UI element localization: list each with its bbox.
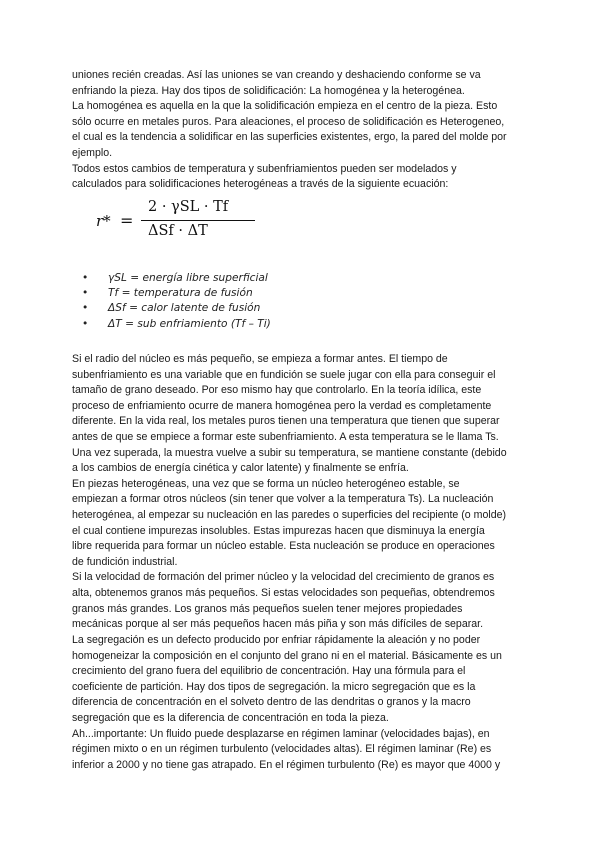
- text-line: Si la velocidad de formación del primer núcleo y la velocidad del crecimiento de granos es: [72, 571, 495, 584]
- text-line: Si el radio del núcleo es más pequeño, se empieza a formar antes. El tiempo de: [72, 353, 448, 365]
- equation-lhs: r*: [96, 212, 111, 230]
- text-line: coeficiente de partición. Hay dos tipos de segregación. la micro segregación que es la: [72, 680, 476, 693]
- text-line: proceso de enfriamiento ocurre de manera homogénea pero la verdad es completamente: [72, 399, 492, 412]
- list-item: [82, 301, 402, 316]
- list-item: [82, 271, 402, 286]
- text-line: Ah...importante: Un fluido puede desplazarse en régimen laminar (velocidades bajas), en: [72, 727, 490, 740]
- text-line: mecánicas porque al ser más pequeños hacen más piña y son más difíciles de separar.: [72, 618, 484, 631]
- text-line: uniones recién creadas. Así las uniones se van creando y deshaciendo conforme se va: [72, 69, 481, 81]
- text-line: homogeneizar la composición en el conjunto del grano ni en el material. Básicamente es un: [72, 649, 502, 662]
- text-line: sólo ocurre en metales puros. Para aleaciones, el proceso de solidificación es Heterogeneo,: [72, 115, 505, 128]
- equation-denominator: ΔSf · ΔT: [148, 223, 208, 239]
- text-line: a los cambios de energía cinética y calor latente) y finalmente se enfría.: [72, 462, 409, 475]
- text-line: segregación que es la diferencia de concentración en toda la pieza.: [72, 711, 389, 724]
- text-line: ejemplo.: [72, 146, 113, 159]
- text-line: de fundición industrial.: [72, 555, 178, 568]
- text-line: En piezas heterogéneas, una vez que se forma un núcleo heterogéneo estable, se: [72, 477, 460, 490]
- list-item-text: γSL = energía libre superficial: [108, 272, 268, 284]
- text-block-nucleation: [72, 352, 534, 633]
- text-line: antes de que se empiece a formar este subenfriamiento. A esta temperatura se le llama Ts.: [72, 430, 499, 443]
- variable-definitions-list: [82, 271, 402, 332]
- text-line: inferior a 2000 y no tiene gas atrapado. En el régimen turbulento (Re) es mayor que 4000 y: [72, 758, 501, 771]
- list-item-text: ΔT = sub enfriamiento (Tf – Ti): [108, 317, 271, 330]
- critical-radius-equation: [96, 197, 296, 247]
- text-line: diferente. En la vida real, los metales puros tienen una temperatura que tienen que superar: [72, 415, 500, 428]
- text-line: subenfriamiento es una variable que en fundición se suele jugar con ella para conseguir el: [72, 368, 496, 381]
- text-line: alta, obtenemos granos más pequeños. Si estas velocidades son pequeñas, obtendremos: [72, 586, 495, 599]
- text-line: La homogénea es aquella en la que la solidificación empieza en el centro de la pieza. Esto: [72, 100, 498, 113]
- list-item-text: Tf = temperatura de fusión: [108, 287, 253, 300]
- text-line: diferencia de concentración en el solveto dentro de las dendritas o granos y la macro: [72, 696, 471, 709]
- text-line: La segregación es un defecto producido por enfriar rápidamente la aleación y no poder: [72, 634, 481, 646]
- text-line: el cual contiene impurezas insolubles. Estas impurezas hacen que disminuya la energía: [72, 524, 485, 537]
- list-item: [82, 286, 402, 301]
- text-line: tamaño de grano deseado. Por eso mismo hay que controlarlo. En la teoría idílica, este: [72, 384, 482, 397]
- fraction-bar: [141, 220, 255, 221]
- equation-numerator: 2 · γSL · Tf: [148, 199, 229, 215]
- text-line: libre requerida para formar un núcleo estable. Esta nucleación se produce en operaciones: [72, 540, 495, 553]
- text-line: el cual es la tendencia a solidificar en las superficies existentes, ergo, la pared del molde por: [72, 131, 507, 144]
- text-block-segregation: [72, 633, 534, 773]
- bullet-icon: •: [82, 317, 89, 330]
- text-line: crecimiento del grano fuera del equilibrio de concentración. Hay una fórmula para el: [72, 665, 466, 678]
- bullet-icon: •: [82, 272, 89, 284]
- bullet-icon: •: [82, 287, 89, 300]
- list-item-text: ΔSf = calor latente de fusión: [108, 302, 261, 315]
- text-line: enfriando la pieza. Hay dos tipos de solidificación: La homogénea y la heterogénea.: [72, 84, 465, 97]
- text-line: Una vez superada, la muestra vuelve a subir su temperatura, se mantiene constante (debido: [72, 446, 507, 459]
- list-item: [82, 317, 402, 332]
- text-block-solidification: [72, 68, 534, 193]
- text-line: calculados para solidificaciones heterogéneas a través de la siguiente ecuación:: [72, 178, 449, 191]
- text-line: Todos estos cambios de temperatura y subenfriamientos pueden ser modelados y: [72, 162, 457, 175]
- text-line: granos más grandes. Los granos más pequeños suelen tener mejores propiedades: [72, 602, 463, 615]
- text-line: heterogénea, al empezar su nucleación en las paredes o superficies del recipiente (o molde): [72, 508, 507, 521]
- text-line: empiezan a formar otros núcleos (sin tener que volver a la temperatura Ts). La nucleación: [72, 493, 494, 506]
- equation-equals: =: [120, 211, 134, 230]
- bullet-icon: •: [82, 302, 89, 315]
- text-line: régimen mixto o en un régimen turbulento (velocidades altas). El régimen laminar (Re) es: [72, 743, 492, 756]
